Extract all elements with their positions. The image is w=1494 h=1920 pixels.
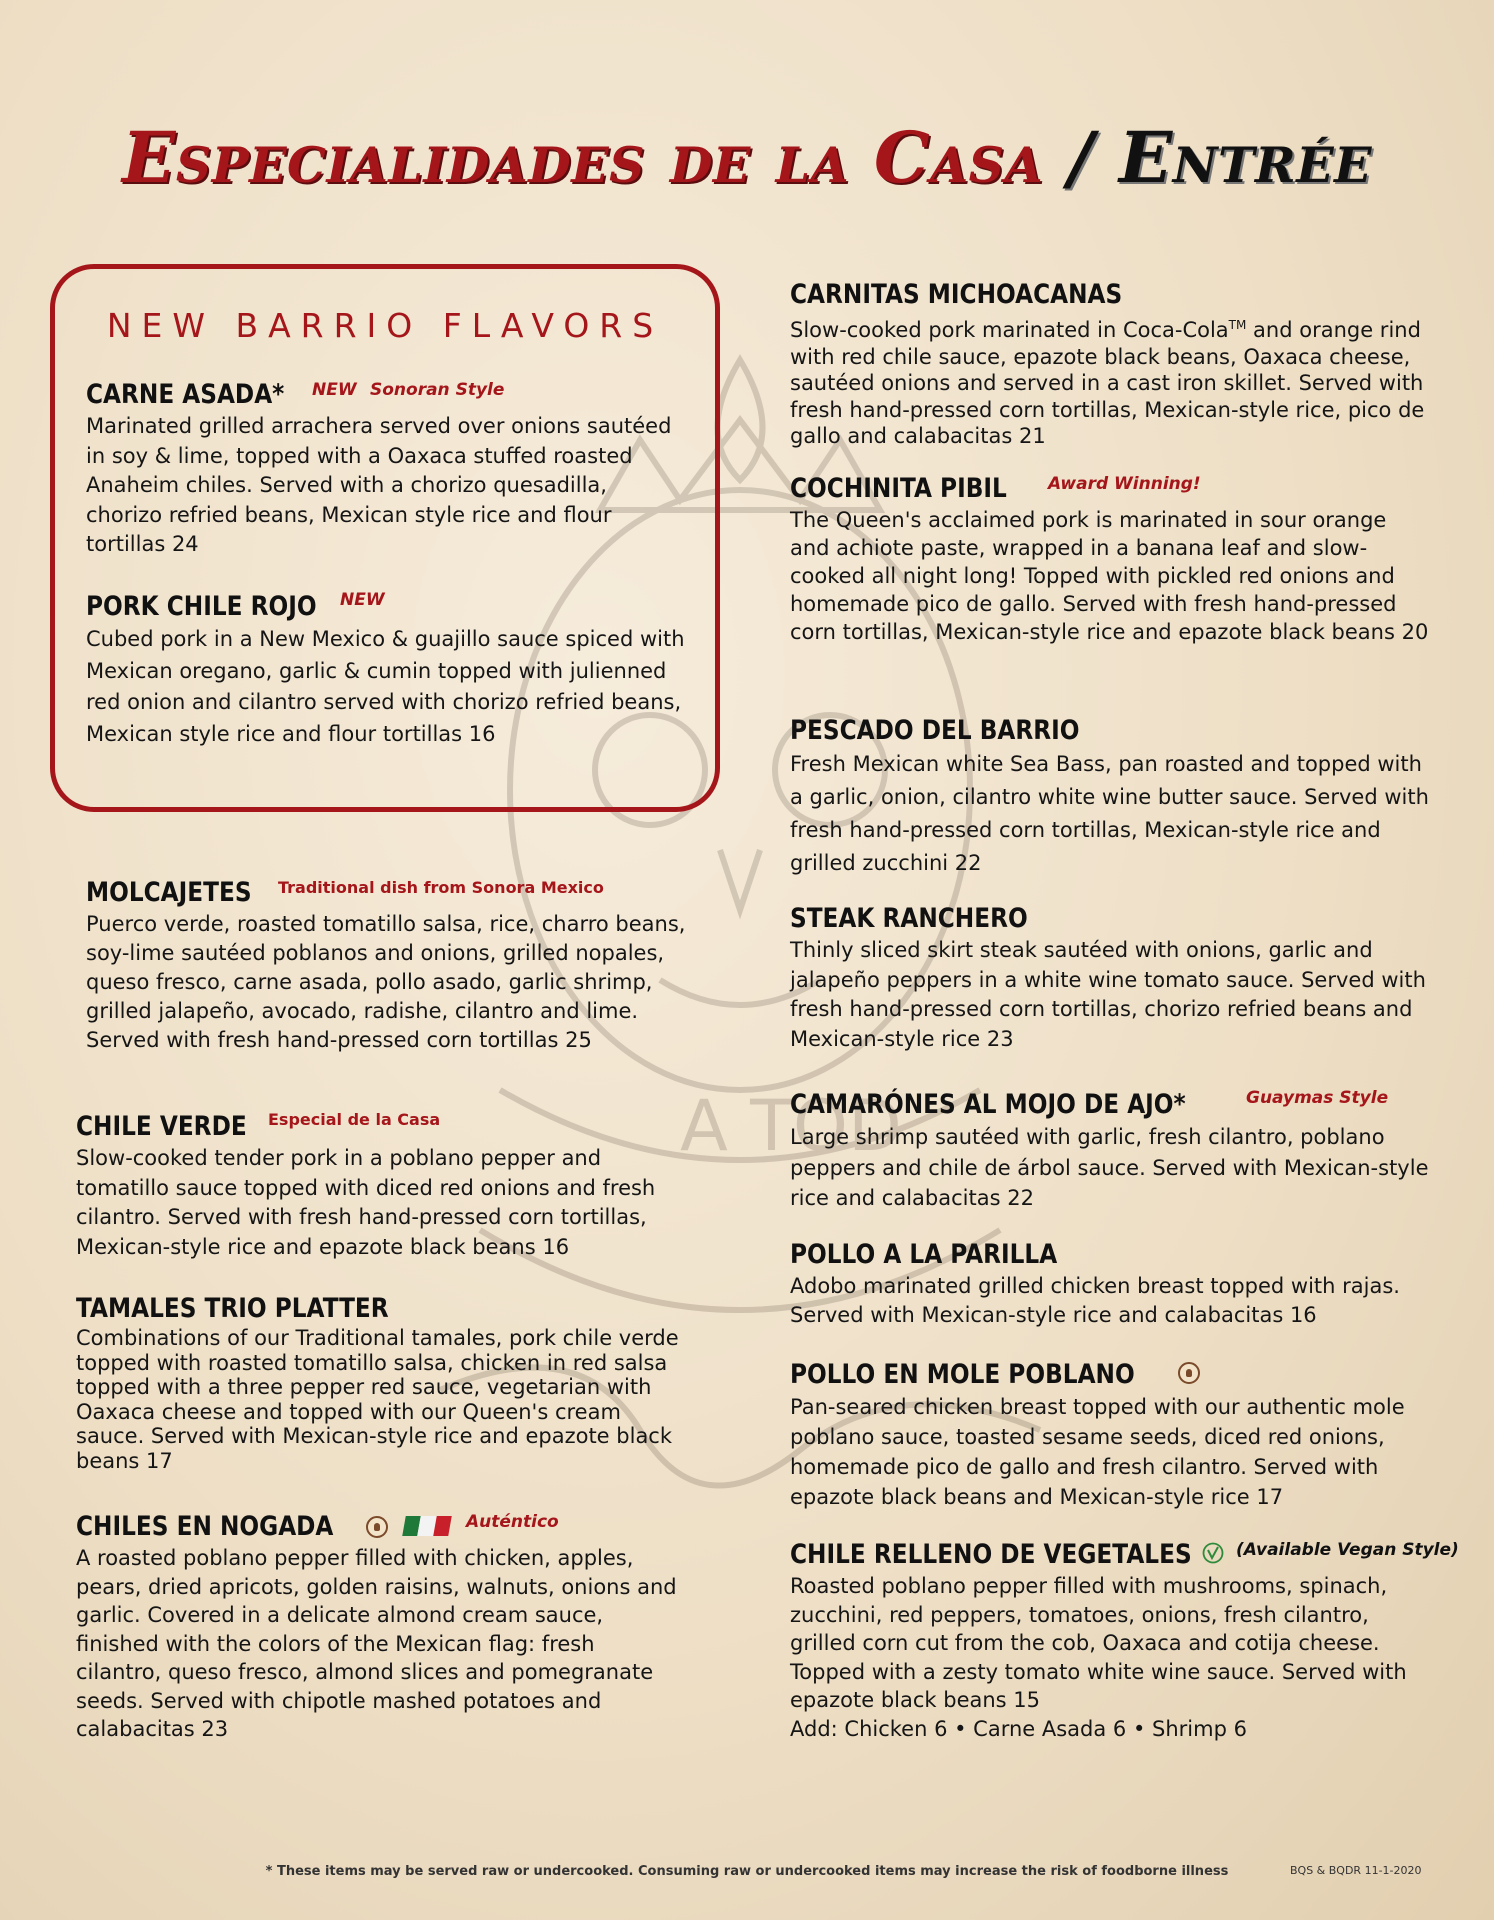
item-name: PESCADO DEL BARRIO bbox=[790, 715, 1080, 746]
item-description-part: Slow-cooked pork marinated in Coca-Cola bbox=[790, 318, 1229, 342]
title-spanish: Especialidades de la Casa bbox=[122, 116, 1044, 199]
award-seal-icon bbox=[1178, 1362, 1200, 1384]
title-english: Entrée bbox=[1118, 116, 1372, 199]
item-description bbox=[790, 312, 1430, 450]
menu-item-carnitas-michoacanas bbox=[790, 278, 1430, 450]
item-tag-new: NEW bbox=[340, 590, 385, 610]
mexican-flag-icon bbox=[402, 1516, 452, 1536]
item-tag: Guaymas Style bbox=[1246, 1088, 1389, 1108]
menu-item-camarones-al-mojo-de-ajo bbox=[790, 1088, 1430, 1214]
page-title bbox=[0, 118, 1494, 198]
menu-version-code: BQS & BQDR 11-1-2020 bbox=[1290, 1864, 1422, 1877]
item-name: POLLO A LA PARILLA bbox=[790, 1239, 1058, 1270]
item-description: Large shrimp sautéed with garlic, fresh cilantro, poblano peppers and chile de árbol sauce. Served with Mexican-style rice and calabacitas 22 bbox=[790, 1125, 1429, 1210]
item-name: STEAK RANCHERO bbox=[790, 903, 1028, 934]
item-name: PORK CHILE ROJO bbox=[86, 591, 317, 622]
item-tag: Traditional dish from Sonora Mexico bbox=[278, 878, 604, 897]
menu-item-pork-chile-rojo bbox=[86, 590, 686, 750]
menu-item-pollo-en-mole-poblano bbox=[790, 1358, 1440, 1512]
menu-item-chiles-en-nogada bbox=[76, 1510, 686, 1744]
barrio-heading: NEW BARRIO FLAVORS bbox=[106, 306, 664, 345]
menu-item-pescado-del-barrio bbox=[790, 714, 1430, 880]
award-seal-icon bbox=[366, 1516, 388, 1538]
item-description: Slow-cooked tender pork in a poblano pepper and tomatillo sauce topped with diced red onions and fresh cilantro. Served with fresh hand-pressed corn tortillas, Mexican-style rice and epazote black beans 16 bbox=[76, 1146, 656, 1259]
item-description: Thinly sliced skirt steak sautéed with onions, garlic and jalapeño peppers in a white wine tomato sauce. Served with fresh hand-pressed corn tortillas, chorizo refried beans and Mexican-style rice 23 bbox=[790, 938, 1426, 1051]
item-name: MOLCAJETES bbox=[86, 877, 252, 908]
item-add-ons: Add: Chicken 6 • Carne Asada 6 • Shrimp 6 bbox=[790, 1716, 1247, 1741]
item-description: Roasted poblano pepper filled with mushrooms, spinach, zucchini, red peppers, tomatoes, onions, fresh cilantro, grilled corn cut from the cob, Oaxaca and cotija cheese. Topped with a zesty tomato white wine sauce. Served with epazote black beans 15 bbox=[790, 1574, 1407, 1712]
item-tag: Auténtico bbox=[466, 1512, 559, 1532]
item-description: Pan-seared chicken breast topped with our authentic mole poblano sauce, toasted sesame seeds, diced red onions, homemade pico de gallo and fresh cilantro. Served with epazote black beans and Mexican-style rice 17 bbox=[790, 1395, 1405, 1509]
item-description: Puerco verde, roasted tomatillo salsa, rice, charro beans, soy-lime sautéed poblanos and onions, grilled nopales, queso fresco, carne asada, pollo asado, garlic shrimp, grilled jalapeño, avocado, radishe, cilantro and lime. Served with fresh hand-pressed corn tortillas 25 bbox=[86, 912, 686, 1052]
menu-item-tamales-trio-platter bbox=[76, 1292, 686, 1473]
item-name: CARNITAS MICHOACANAS bbox=[790, 279, 1123, 310]
item-description: Cubed pork in a New Mexico & guajillo sauce spiced with Mexican oregano, garlic & cumin topped with julienned red onion and cilantro served with chorizo refried beans, Mexican style rice and flour tortillas 16 bbox=[86, 627, 685, 746]
menu-item-chile-verde bbox=[76, 1110, 686, 1262]
item-tag: Especial de la Casa bbox=[268, 1110, 441, 1129]
title-separator: / bbox=[1043, 116, 1119, 199]
watermark-text: A TOD bbox=[680, 1085, 902, 1167]
item-name: POLLO EN MOLE POBLANO bbox=[790, 1359, 1135, 1390]
item-description: Fresh Mexican white Sea Bass, pan roasted and topped with a garlic, onion, cilantro white wine butter sauce. Served with fresh hand-pressed corn tortillas, Mexican-style rice and grilled zucchini 22 bbox=[790, 752, 1429, 875]
item-description: Combinations of our Traditional tamales, pork chile verde topped with roasted tomatillo salsa, chicken in red salsa topped with a three pepper red sauce, vegetarian with Oaxaca cheese and topped with our Queen's cream sauce. Served with Mexican-style rice and epazote black beans 17 bbox=[76, 1326, 679, 1473]
item-name: COCHINITA PIBIL bbox=[790, 473, 1007, 504]
menu-item-molcajetes bbox=[86, 876, 686, 1055]
item-description: The Queen's acclaimed pork is marinated in sour orange and achiote paste, wrapped in a banana leaf and slow-cooked all night long! Topped with pickled red onions and homemade pico de gallo. Served with fresh hand-pressed corn tortillas, Mexican-style rice and epazote black beans 20 bbox=[790, 508, 1429, 644]
item-name: CHILES EN NOGADA bbox=[76, 1511, 334, 1542]
item-name: TAMALES TRIO PLATTER bbox=[76, 1293, 389, 1324]
menu-item-cochinita-pibil bbox=[790, 472, 1430, 646]
trademark-mark: TM bbox=[1228, 318, 1247, 332]
item-name: CHILE RELLENO DE VEGETALES bbox=[790, 1539, 1192, 1570]
item-description: A roasted poblano pepper filled with chicken, apples, pears, dried apricots, golden raisins, walnuts, onions and garlic. Covered in a delicate almond cream sauce, finished with the colors of the Mexican flag: fresh cilantro, queso fresco, almond slices and pomegranate seeds. Served with chipotle mashed potatoes and calabacitas 23 bbox=[76, 1546, 677, 1741]
vegan-leaf-icon bbox=[1202, 1542, 1224, 1564]
item-description-part: and orange rind with red chile sauce, epazote black beans, Oaxaca cheese, sautéed onions and served in a cast iron skillet. Served with fresh hand-pressed corn tortillas, Mexican-style rice, pico de gallo and calabacitas 21 bbox=[790, 318, 1425, 448]
item-tag-new: NEW bbox=[312, 380, 357, 400]
menu-item-steak-ranchero bbox=[790, 902, 1430, 1054]
item-description: Adobo marinated grilled chicken breast topped with rajas. Served with Mexican-style rice and calabacitas 16 bbox=[790, 1274, 1400, 1327]
item-tag: (Available Vegan Style) bbox=[1236, 1540, 1459, 1560]
item-name: CARNE ASADA* bbox=[86, 379, 285, 410]
item-name: CHILE VERDE bbox=[76, 1111, 247, 1142]
item-description: Marinated grilled arrachera served over onions sautéed in soy & lime, topped with a Oaxaca stuffed roasted Anaheim chiles. Served with a chorizo quesadilla, chorizo refried beans, Mexican style rice and flour tortillas 24 bbox=[86, 414, 672, 556]
menu-item-chile-relleno-de-vegetales bbox=[790, 1538, 1459, 1743]
menu-item-carne-asada bbox=[86, 378, 686, 560]
raw-food-disclaimer: * These items may be served raw or undercooked. Consuming raw or undercooked items may increase the risk of foodborne illness bbox=[265, 1864, 1229, 1879]
menu-item-pollo-a-la-parilla bbox=[790, 1238, 1440, 1330]
item-name: CAMARÓNES AL MOJO DE AJO* bbox=[790, 1089, 1186, 1120]
item-tag-style: Sonoran Style bbox=[370, 380, 505, 400]
item-tag: Award Winning! bbox=[1048, 474, 1201, 494]
